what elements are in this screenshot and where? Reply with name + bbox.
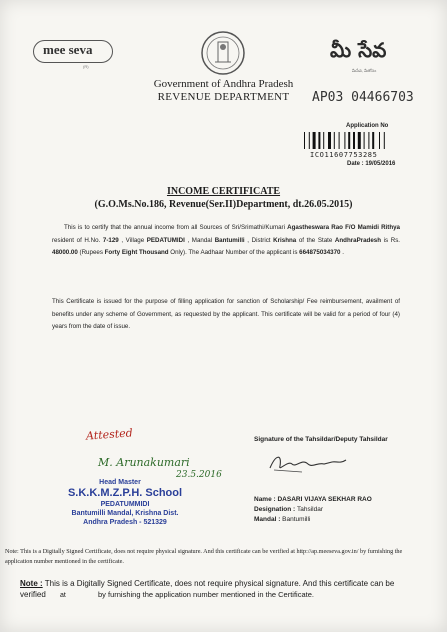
certificate-title: INCOME CERTIFICATE: [166, 186, 281, 197]
applicant-name: Agastheswara Rao F/O Mamidi Rithya: [287, 224, 400, 231]
barcode-icon: [304, 132, 386, 149]
application-number: ICO11607753285: [310, 151, 378, 159]
aadhaar-number: 664875034370: [299, 249, 341, 256]
purpose-paragraph: This Certificate is issued for the purpose of filling application for sanction of Scholarship/ Fee reimbursement, availment of benefits under any scheme of Government, as requested by the applicant. This certificate will be valid for a period of four (4) years from the date of issue.: [52, 298, 400, 330]
application-no-label: Application No: [346, 123, 389, 129]
logo-left-text: mee seva: [43, 42, 93, 57]
village-name: PEDATUMIDI: [146, 236, 185, 244]
handwritten-date: 23.5.2016: [176, 470, 222, 480]
meeseva-logo: [33, 40, 113, 69]
stamp-line-1: Head Master: [99, 479, 141, 486]
district-name: Krishna: [273, 236, 297, 244]
note-label: Note :: [20, 579, 43, 588]
signatory-name: Name : DASARI VIJAYA SEKHAR RAO: [254, 496, 372, 503]
signatory-mandal: Mandal : Bantumilli: [254, 516, 311, 523]
department-heading: REVENUE DEPARTMENT: [157, 91, 290, 103]
handwritten-attested: Attested: [85, 426, 134, 443]
meeseva-telugu-logo: [330, 38, 410, 74]
government-heading: Government of Andhra Pradesh: [153, 78, 294, 90]
certificate-subtitle: (G.O.Ms.No.186, Revenue(Ser.II)Department, dt.26.05.2015): [94, 199, 353, 210]
signature-title: Signature of the Tahsildar/Deputy Tahsildar: [254, 436, 388, 443]
signatory-designation: Designation : Tahsildar: [254, 506, 323, 513]
issue-date: Date : 19/05/2016: [347, 161, 396, 167]
tahsildar-signature-icon: [262, 450, 352, 476]
income-amount: 48000.00: [52, 249, 78, 256]
stamp-line-3: PEDATUMMIDI: [100, 501, 150, 508]
handwritten-signature: M. Arunakumari: [98, 456, 190, 469]
stamp-line-4: Bantumilli Mandal, Krishna Dist.: [71, 510, 179, 517]
state-emblem-icon: [200, 30, 246, 76]
verification-note: [20, 578, 420, 600]
stamp-line-2: S.K.K.M.Z.P.H. School: [67, 487, 183, 499]
serial-number: AP03 04466703: [312, 90, 414, 105]
note-line-2: by furnishing the application number mentioned in the Certificate.: [98, 590, 314, 599]
digital-signature-note: Note: This is a Digitally Signed Certificate, does not require physical signature. And this certificate can be verified at http://ap.meeseva.gov.in/ by furnishing the application number mentioned in the certificate.: [5, 548, 403, 565]
note-at: at: [60, 592, 66, 599]
certification-paragraph: This is to certify that the annual income from all Sources of Sri/Srimathi/Kumari Agastheswara Rao F/O Mamidi Rithya resident of H.No. 7-129 , Village PEDATUMIDI , Mandal Bantumilli , District Krishna of the State AndhraPradesh is Rs. 48000.00 (Rupees Forty Eight Thousand Only). The Aadhaar Number of the applicant is 664875034370 .: [52, 224, 401, 256]
logo-left-reg: (R): [83, 64, 89, 69]
logo-right-text: మీ సేవ: [330, 38, 387, 62]
house-number: 7-129: [102, 236, 119, 244]
logo-right-sub: మీసేవ, మీకోసం: [352, 68, 377, 73]
state-name: AndhraPradesh: [334, 236, 381, 244]
stamp-line-5: Andhra Pradesh - 521329: [83, 519, 167, 526]
mandal-name: Bantumilli: [214, 236, 245, 244]
income-amount-words: Forty Eight Thousand: [104, 249, 169, 256]
note-text: This is a Digitally Signed Certificate, does not require physical signature. And this certificate can be verified: [20, 579, 395, 599]
